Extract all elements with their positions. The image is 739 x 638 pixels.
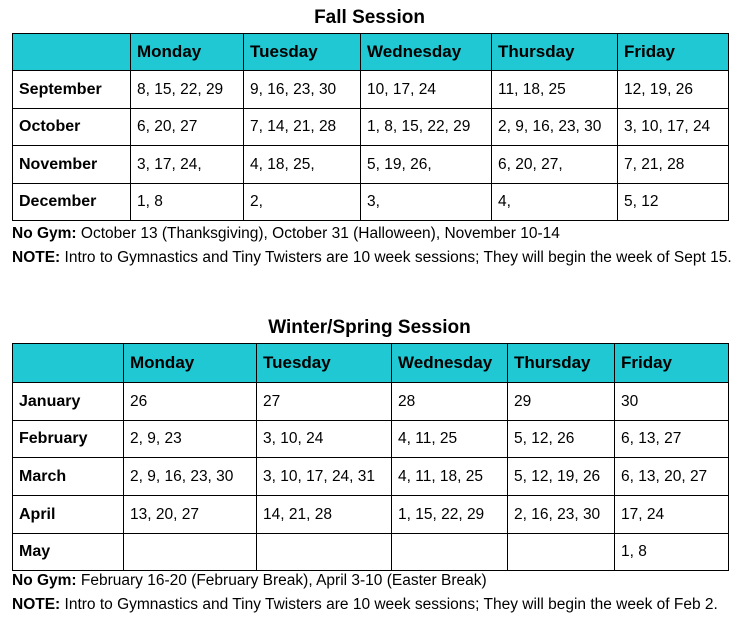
fall-session-title: Fall Session (314, 7, 425, 28)
fall-day-monday: Monday (131, 34, 244, 71)
date-cell: 1, 15, 22, 29 (392, 496, 508, 534)
date-cell: 3, 10, 17, 24 (618, 109, 729, 146)
no-gym-text: February 16-20 (February Break), April 3-10 (Easter Break) (76, 572, 487, 589)
date-cell: 4, (492, 184, 618, 221)
table-row (13, 496, 729, 534)
month-label: September (13, 71, 131, 109)
date-cell: 12, 19, 26 (618, 71, 729, 109)
date-cell: 28 (392, 383, 508, 421)
date-cell (508, 534, 615, 571)
table-row (13, 109, 729, 146)
date-cell: 5, 12, 19, 26 (508, 458, 615, 496)
winter-day-friday: Friday (615, 344, 729, 383)
date-cell: 5, 19, 26, (361, 146, 492, 184)
date-cell: 14, 21, 28 (257, 496, 392, 534)
note-text: Intro to Gymnastics and Tiny Twisters are 10 week sessions; They will begin the week of Sept 15. (60, 249, 732, 266)
fall-day-friday: Friday (618, 34, 729, 71)
fall-notes (12, 222, 732, 270)
date-cell: 26 (124, 383, 257, 421)
note-label: NOTE: (12, 596, 61, 613)
note-label: NOTE: (12, 249, 61, 266)
month-label: October (13, 109, 131, 146)
table-row (13, 534, 729, 571)
date-cell: 3, 10, 24 (257, 421, 392, 458)
date-cell: 2, 16, 23, 30 (508, 496, 615, 534)
date-cell: 17, 24 (615, 496, 729, 534)
date-cell: 5, 12 (618, 184, 729, 221)
winter-day-monday: Monday (124, 344, 257, 383)
date-cell: 6, 20, 27 (131, 109, 244, 146)
month-label: April (13, 496, 124, 534)
month-label: January (13, 383, 124, 421)
date-cell (257, 534, 392, 571)
date-cell: 7, 14, 21, 28 (244, 109, 361, 146)
date-cell: 6, 13, 20, 27 (615, 458, 729, 496)
no-gym-label: No Gym: (12, 225, 77, 242)
table-row (13, 421, 729, 458)
date-cell: 29 (508, 383, 615, 421)
month-label: May (13, 534, 124, 571)
date-cell: 4, 11, 25 (392, 421, 508, 458)
table-row (13, 383, 729, 421)
fall-corner-cell (13, 34, 131, 71)
date-cell: 8, 15, 22, 29 (131, 71, 244, 109)
fall-day-thursday: Thursday (492, 34, 618, 71)
date-cell: 1, 8 (615, 534, 729, 571)
no-gym-label: No Gym: (12, 572, 77, 589)
date-cell: 4, 11, 18, 25 (392, 458, 508, 496)
date-cell: 13, 20, 27 (124, 496, 257, 534)
date-cell: 3, 10, 17, 24, 31 (257, 458, 392, 496)
winter-note-line (12, 593, 732, 617)
winter-day-wednesday: Wednesday (392, 344, 508, 383)
winter-day-thursday: Thursday (508, 344, 615, 383)
date-cell: 6, 20, 27, (492, 146, 618, 184)
winter-corner-cell (13, 344, 124, 383)
date-cell: 30 (615, 383, 729, 421)
table-row (13, 184, 729, 221)
date-cell: 1, 8, 15, 22, 29 (361, 109, 492, 146)
fall-note-line (12, 246, 732, 270)
fall-day-tuesday: Tuesday (244, 34, 361, 71)
date-cell: 10, 17, 24 (361, 71, 492, 109)
winter-no-gym-line (12, 569, 732, 593)
month-label: December (13, 184, 131, 221)
month-label: March (13, 458, 124, 496)
winter-session-title: Winter/Spring Session (268, 317, 471, 338)
date-cell: 1, 8 (131, 184, 244, 221)
date-cell: 2, 9, 16, 23, 30 (124, 458, 257, 496)
month-label: February (13, 421, 124, 458)
table-row (13, 458, 729, 496)
date-cell (124, 534, 257, 571)
winter-day-tuesday: Tuesday (257, 344, 392, 383)
table-row (13, 71, 729, 109)
winter-header-row (13, 344, 729, 383)
month-label: November (13, 146, 131, 184)
fall-no-gym-line (12, 222, 732, 246)
date-cell: 11, 18, 25 (492, 71, 618, 109)
date-cell: 27 (257, 383, 392, 421)
winter-notes (12, 569, 732, 617)
date-cell: 2, (244, 184, 361, 221)
fall-header-row (13, 34, 729, 71)
fall-schedule-table (12, 33, 729, 221)
date-cell: 4, 18, 25, (244, 146, 361, 184)
date-cell: 7, 21, 28 (618, 146, 729, 184)
date-cell: 9, 16, 23, 30 (244, 71, 361, 109)
fall-day-wednesday: Wednesday (361, 34, 492, 71)
date-cell: 5, 12, 26 (508, 421, 615, 458)
winter-schedule-table (12, 343, 729, 571)
date-cell: 3, 17, 24, (131, 146, 244, 184)
date-cell (392, 534, 508, 571)
date-cell: 6, 13, 27 (615, 421, 729, 458)
date-cell: 2, 9, 23 (124, 421, 257, 458)
table-row (13, 146, 729, 184)
date-cell: 3, (361, 184, 492, 221)
no-gym-text: October 13 (Thanksgiving), October 31 (Halloween), November 10-14 (76, 225, 560, 242)
date-cell: 2, 9, 16, 23, 30 (492, 109, 618, 146)
note-text: Intro to Gymnastics and Tiny Twisters are 10 week sessions; They will begin the week of Feb 2. (60, 596, 718, 613)
